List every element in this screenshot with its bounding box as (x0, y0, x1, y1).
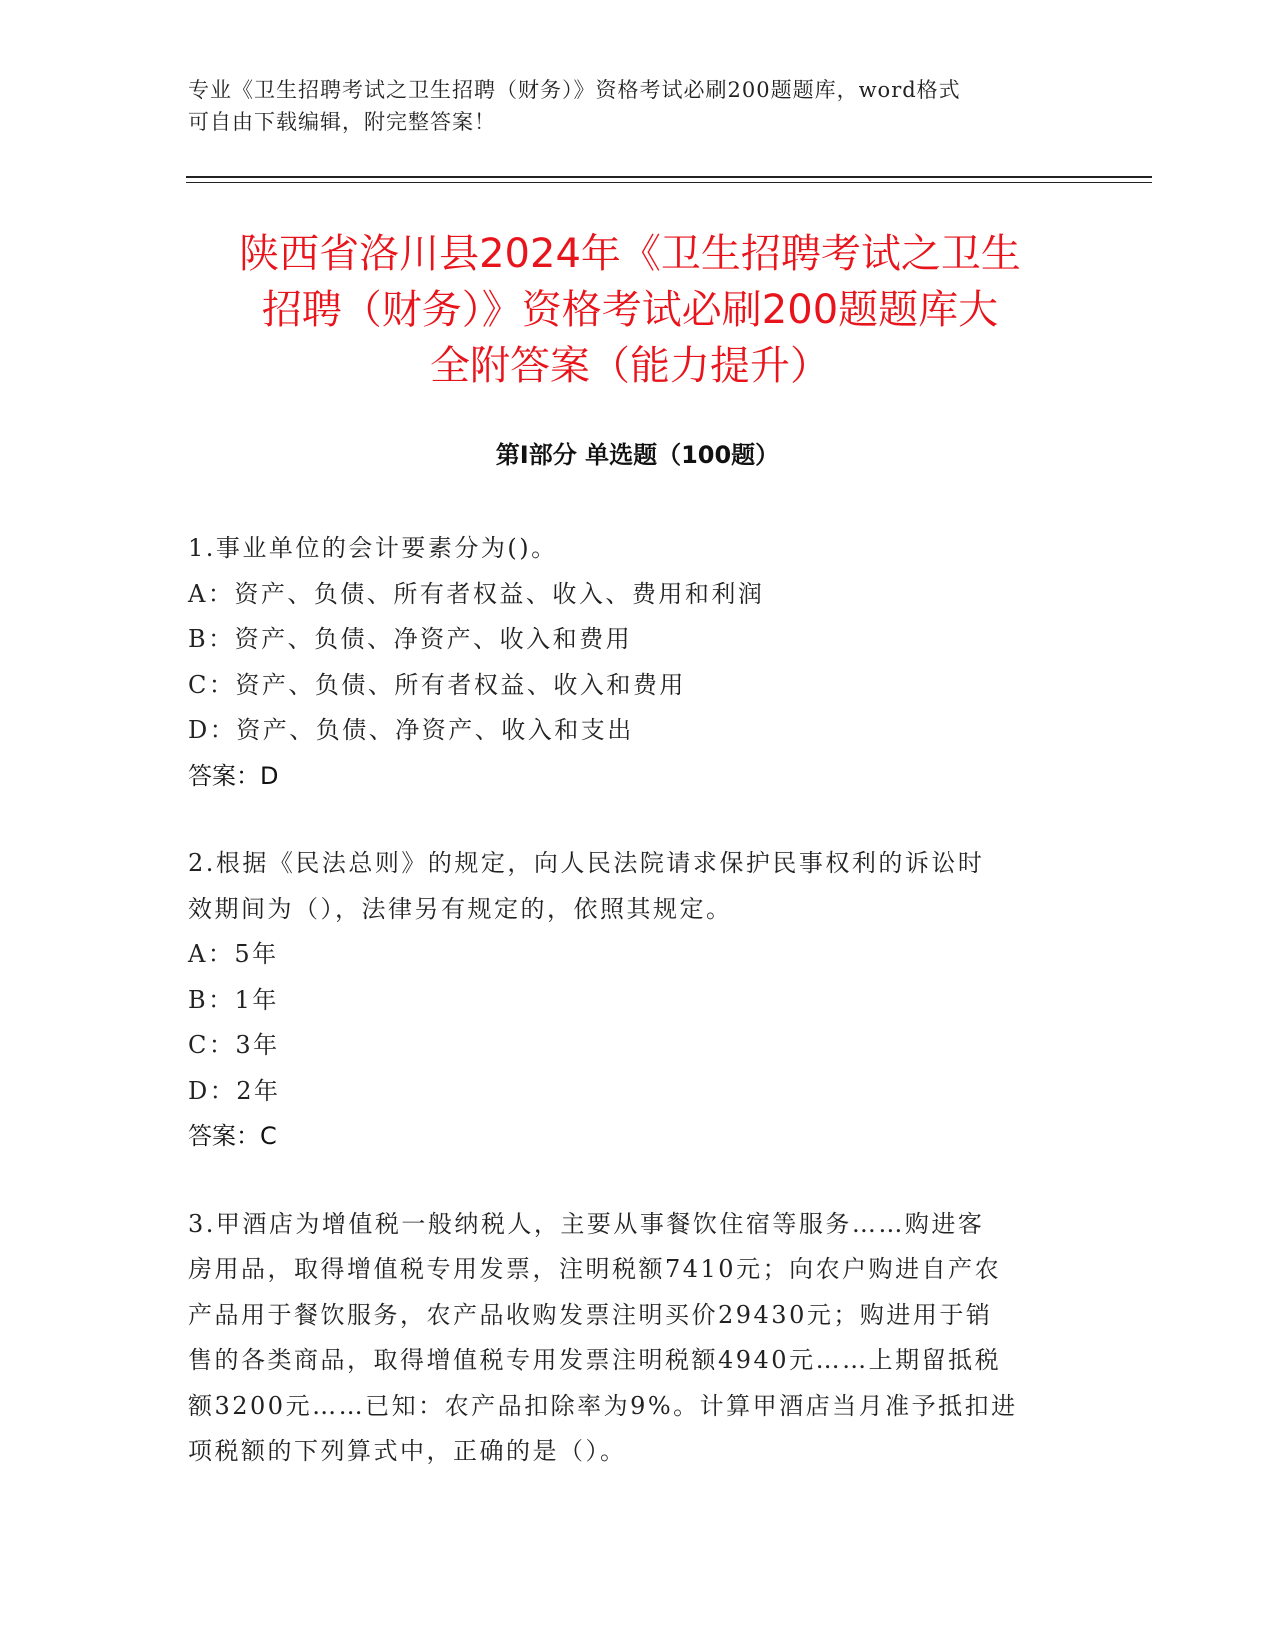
question-3 (188, 1202, 1088, 1475)
question-stem-line: 额3200元……已知：农产品扣除率为9%。计算甲酒店当月准予抵扣进 (188, 1391, 1018, 1420)
title-line: 招聘（财务）》资格考试必刷200题题库大 (261, 287, 999, 333)
answer: 答案：D (188, 761, 279, 790)
option-d: D：资产、负债、净资产、收入和支出 (188, 716, 634, 744)
question-stem-line: 1.事业单位的会计要素分为()。 (188, 534, 558, 562)
question-stem-line: 2.根据《民法总则》的规定，向人民法院请求保护民事权利的诉讼时 (188, 849, 985, 877)
header-note-line: 可自由下载编辑，附完整答案！ (188, 110, 496, 134)
question-stem-line: 效期间为（），法律另有规定的，依照其规定。 (188, 894, 733, 923)
option-a: A：资产、负债、所有者权益、收入、费用和利润 (188, 579, 765, 608)
question-stem-line: 房用品，取得增值税专用发票，注明税额7410元；向农户购进自产农 (188, 1255, 1002, 1283)
section-heading: 第Ⅰ部分 单选题（100题） (495, 441, 780, 469)
question-stem (188, 841, 1088, 932)
answer: 答案：C (188, 1122, 277, 1150)
question-stem-line: 3.甲酒店为增值税一般纳税人，主要从事餐饮住宿等服务……购进客 (188, 1209, 985, 1238)
question-stem (188, 1202, 1088, 1475)
document-title (180, 226, 1080, 394)
header-note-line: 专业《卫生招聘考试之卫生招聘（财务）》资格考试必刷200题题库，word格式 (188, 78, 961, 102)
option-a: A：5年 (188, 940, 279, 968)
option-d: D：2年 (188, 1076, 281, 1105)
question-stem-line: 售的各类商品，取得增值税专用发票注明税额4940元……上期留抵税 (188, 1346, 1002, 1374)
question-stem (188, 526, 1088, 572)
question-2 (188, 841, 1088, 1160)
question-stem-line: 产品用于餐饮服务，农产品收购发票注明买价29430元；购进用于销 (188, 1300, 993, 1329)
title-line: 陕西省洛川县2024年《卫生招聘考试之卫生 (239, 231, 1021, 277)
header-note (188, 74, 1068, 138)
option-b: B：资产、负债、净资产、收入和费用 (188, 625, 633, 653)
option-c: C：3年 (188, 1031, 280, 1059)
question-stem-line: 项税额的下列算式中，正确的是（）。 (188, 1437, 627, 1465)
option-b: B：1年 (188, 985, 279, 1014)
header-divider-thin (186, 182, 1152, 183)
header-divider-thick (186, 176, 1152, 178)
question-list (188, 526, 1088, 1517)
question-1 (188, 526, 1088, 799)
option-c: C：资产、负债、所有者权益、收入和费用 (188, 670, 686, 699)
title-line: 全附答案（能力提升） (430, 343, 830, 389)
